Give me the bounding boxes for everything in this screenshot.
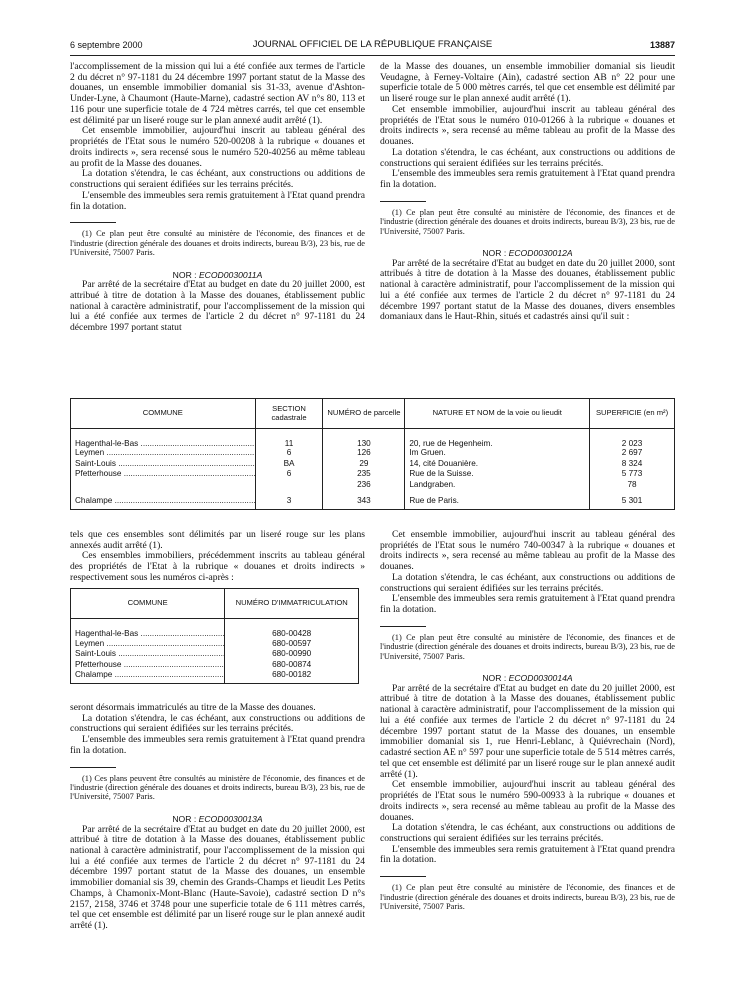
immatriculation-cell: 680-00597 xyxy=(225,638,359,649)
nature-cell: Landgraben. xyxy=(405,480,590,491)
commune-cell: Saint-Louis ..... xyxy=(75,459,255,468)
footnote-separator xyxy=(380,626,426,627)
nature-cell: 20, rue de Hegenheim. xyxy=(405,429,590,449)
footnote-separator xyxy=(70,767,116,768)
commune-cell: Hagenthal-le-Bas ..... xyxy=(75,439,255,448)
column-header: NUMÉRO D'IMMATRICULATION xyxy=(225,589,359,619)
section-cell xyxy=(255,480,323,491)
parcel-cell: 235 xyxy=(323,469,405,480)
column-header: SECTION cadastrale xyxy=(255,399,323,429)
paragraph: Cet ensemble immobilier, aujourd'hui inscrit au tableau général des propriétés de l'Etat sous le numéro 010-01266 à la rubrique « douanes et droits indirects », sera recensé au même tableau au profit de la Masse des douanes. xyxy=(380,103,675,148)
footnote: (1) Ce plan peut être consulté au ministère de l'économie, des finances et de l'industrie (direction générale des douanes et droits indirects, bureau B/3), 23 bis, rue de l'Université, 75007 Paris. xyxy=(380,883,675,912)
paragraph: Cet ensemble immobilier, aujourd'hui inscrit au tableau général des propriétés de l'Etat sous le numéro 590-00933 à la rubrique « douanes et droits indirects », sera recensé au même tableau au profit de la Masse des douanes. xyxy=(380,779,675,823)
paragraph: Cet ensemble immobilier, aujourd'hui inscrit au tableau général des propriétés de l'Etat sous le numéro 520-00208 à la rubrique « douanes et droits indirects », sera recensé sous le numéro 520-40256 au même tableau au profit de la Masse des douanes. xyxy=(70,125,365,169)
paragraph: tels que ces ensembles sont délimités par un liseré rouge sur les plans annexés audit arrêté (1). xyxy=(70,529,365,551)
footnote-separator xyxy=(380,201,426,202)
parcel-cell: 236 xyxy=(323,480,405,491)
immatriculation-cell: 680-00874 xyxy=(225,659,359,670)
table-row xyxy=(71,490,675,510)
commune-cell: Chalampe ..... xyxy=(75,496,255,505)
immatriculation-cell: 680-00428 xyxy=(225,619,359,639)
immatriculation-cell: 680-00990 xyxy=(225,649,359,660)
right-column-top xyxy=(380,62,675,323)
parcel-cell: 126 xyxy=(323,448,405,459)
table-row xyxy=(71,480,675,491)
nature-cell: Rue de la Suisse. xyxy=(405,469,590,480)
paragraph: Ces ensembles immobiliers, précédemment inscrits au tableau général des propriétés de l'Etat à la rubrique « douanes et droits indirects » respectivement sous les numéros ci-après : xyxy=(70,550,365,583)
section-cell: 6 xyxy=(255,469,323,480)
paragraph: Par arrêté de la secrétaire d'Etat au budget en date du 20 juillet 2000, est attribué à titre de dotation à la Masse des douanes, établissement public national à caractère administratif, pour l'accomplissement de la mission qui lui a été confiée aux termes de l'article 2 du décret n° 97-1181 du 24 décembre 1997 portant statut xyxy=(70,279,365,334)
paragraph: L'ensemble des immeubles sera remis gratuitement à l'Etat quand prendra fin la dotation. xyxy=(70,189,365,212)
paragraph: L'ensemble des immeubles sera remis gratuitement à l'Etat quand prendra fin la dotation. xyxy=(70,734,365,756)
nature-cell: Im Gruen. xyxy=(405,448,590,459)
section-cell: 3 xyxy=(255,490,323,510)
paragraph: L'ensemble des immeubles sera remis gratuitement à l'Etat quand prendra fin la dotation. xyxy=(380,843,675,866)
table-row xyxy=(71,619,359,639)
immatriculation-cell: 680-00182 xyxy=(225,670,359,684)
column-header: COMMUNE xyxy=(71,399,256,429)
parcel-cell: 130 xyxy=(323,429,405,449)
nature-cell: 14, cité Douanière. xyxy=(405,459,590,470)
table-row xyxy=(71,670,359,684)
section-cell: 6 xyxy=(255,448,323,459)
paragraph: L'ensemble des immeubles sera remis gratuitement à l'Etat quand prendra fin la dotation. xyxy=(380,593,675,616)
paragraph: La dotation s'étendra, le cas échéant, aux constructions ou additions de constructions qui seraient édifiées sur les terrains précités. xyxy=(70,168,365,191)
commune-cell: Pfetterhouse ..... xyxy=(75,469,255,478)
footnote-separator xyxy=(380,876,426,877)
table-row xyxy=(71,429,675,449)
parcel-cell: 29 xyxy=(323,459,405,470)
paragraph: La dotation s'étendra, le cas échéant, aux constructions ou additions de constructions qui seraient édifiées sur les terrains précités. xyxy=(380,571,675,594)
left-column-top xyxy=(70,62,365,334)
section-cell: 11 xyxy=(255,429,323,449)
commune-cell: Hagenthal-le-Bas ..... xyxy=(75,629,225,638)
commune-cell: Leymen ..... xyxy=(75,448,255,457)
section-cell: BA xyxy=(255,459,323,470)
parcel-cell: 343 xyxy=(323,490,405,510)
area-cell: 8 324 xyxy=(590,459,675,470)
nor-reference: NOR : ECOD0030013A xyxy=(172,813,263,824)
left-column-mid xyxy=(70,530,365,584)
paragraph: La dotation s'étendra, le cas échéant, aux constructions ou additions de constructions qui seraient édifiées sur les terrains précités. xyxy=(70,712,365,735)
table-header-row xyxy=(71,399,675,429)
journal-title: JOURNAL OFFICIEL DE LA RÉPUBLIQUE FRANÇAISE xyxy=(252,39,493,50)
nor-reference: NOR : ECOD0030012A xyxy=(482,248,573,259)
page-header xyxy=(70,40,675,54)
footnote: (1) Ce plan peut être consulté au ministère de l'économie, des finances et de l'industrie (direction générale des douanes et droits indirects, bureau B/3), 23 bis, rue de l'Université, 75007 Paris. xyxy=(380,207,675,236)
paragraph: L'ensemble des immeubles sera remis gratuitement à l'Etat quand prendra fin la dotation. xyxy=(380,168,675,191)
left-column-bottom xyxy=(70,703,365,932)
nor-reference: NOR : ECOD0030014A xyxy=(482,673,573,684)
commune-cell xyxy=(71,480,256,491)
header-rule xyxy=(70,55,675,56)
table-header-row xyxy=(71,589,359,619)
table-row xyxy=(71,649,359,660)
commune-cell: Chalampe ..... xyxy=(75,670,225,679)
header-date: 6 septembre 2000 xyxy=(70,40,143,50)
paragraph: La dotation s'étendra, le cas échéant, aux constructions ou additions de constructions qui seraient édifiées sur les terrains précités. xyxy=(380,822,675,844)
table-row xyxy=(71,448,675,459)
footnote-separator xyxy=(70,222,116,223)
area-cell: 2 023 xyxy=(590,429,675,449)
table-row xyxy=(71,638,359,649)
immatriculation-table xyxy=(70,588,359,684)
paragraph: de la Masse des douanes, un ensemble immobilier domanial sis lieudit Veudagne, à Ferney-Voltaire (Ain), cadastré section AB n° 22 pour une superficie totale de 5 000 mètres carrés, tel que cet ensemble est délimité par un liseré rouge sur le plan annexé audit arrêté (1). xyxy=(380,61,675,105)
commune-cell: Saint-Louis ..... xyxy=(75,649,225,658)
right-column-bottom xyxy=(380,530,675,911)
nature-cell: Rue de Paris. xyxy=(405,490,590,510)
paragraph: Par arrêté de la secrétaire d'Etat au budget en date du 20 juillet 2000, est attribué à titre de dotation à la Masse des douanes, établissement public national à caractère administratif, pour l'accomplissement de la mission qui lui a été confiée aux termes de l'article 2 du décret n° 97-1181 du 24 décembre 1997 portant statut de la Masse des douanes, un ensemble immobilier domanial sis 1, rue Henri-Leblanc, à Quiévrechain (Nord), cadastré section AE n° 597 pour une superficie totale de 5 514 mètres carrés, tel que cet ensemble est délimité par un liseré rouge sur le plan annexé audit arrêté (1). xyxy=(380,682,675,780)
area-cell: 5 773 xyxy=(590,469,675,480)
area-cell: 78 xyxy=(590,480,675,491)
footnote: (1) Ce plan peut être consulté au ministère de l'économie, des finances et de l'industrie (direction générale des douanes et droits indirects, bureau B/3), 23 bis, rue de l'Université, 75007 Paris. xyxy=(70,229,365,258)
paragraph: Par arrêté de la secrétaire d'Etat au budget en date du 20 juillet 2000, est attribué à titre de dotation à la Masse des douanes, établissement public national à caractère administratif, pour l'accomplissement de la mission qui lui a été confiée aux termes de l'article 2 du décret n° 97-1181 du 24 décembre 1997 portant statut de la Masse des douanes, un ensemble immobilier domanial sis 39, chemin des Grands-Champs et lieudit Les Petits Champs, à Chamonix-Mont-Blanc (Haute-Savoie), cadastré section D n°s 2157, 2158, 3746 et 3748 pour une superficie totale de 6 111 mètres carrés, tel que cet ensemble est délimité par un liseré rouge sur le plan annexé audit arrêté (1). xyxy=(70,823,365,932)
parcels-table xyxy=(70,398,675,510)
paragraph: l'accomplissement de la mission qui lui a été confiée aux termes de l'article 2 du décret n° 97-1181 du 24 décembre 1997 portant statut de la Masse des douanes, un ensemble immobilier domanial sis 31-33, avenue d'Ashton-Under-Lyne, à Chaumont (Haute-Marne), cadastré section AV n°s 80, 113 et 116 pour une superficie totale de 4 724 mètres carrés, tel que cet ensemble est délimité par un liseré rouge sur le plan annexé audit arrêté (1). xyxy=(70,61,365,126)
paragraph: Cet ensemble immobilier, aujourd'hui inscrit au tableau général des propriétés de l'Etat sous le numéro 740-00347 à la rubrique « douanes et droits indirects », sera recensé au même tableau au profit de la Masse des douanes. xyxy=(380,529,675,573)
table-row xyxy=(71,469,675,480)
footnote: (1) Ce plan peut être consulté au ministère de l'économie, des finances et de l'industrie (direction générale des douanes et droits indirects, bureau B/3), 23 bis, rue de l'Université, 75007 Paris. xyxy=(380,632,675,661)
area-cell: 5 301 xyxy=(590,490,675,510)
column-header: NATURE ET NOM de la voie ou lieudit xyxy=(405,399,590,429)
nor-reference: NOR : ECOD0030011A xyxy=(172,269,263,280)
table-row xyxy=(71,659,359,670)
footnote: (1) Ces plans peuvent être consultés au ministère de l'économie, des finances et de l'industrie (direction générale des douanes et droits indirects, bureau B/3), 23 bis, rue de l'Université, 75007 Paris. xyxy=(70,773,365,802)
paragraph: Par arrêté de la secrétaire d'Etat au budget en date du 20 juillet 2000, sont attribués à titre de dotation à la Masse des douanes, établissement public national à caractère administratif, pour l'accomplissement de la mission qui lui a été confiée aux termes de l'article 2 du décret n° 97-1181 du 24 décembre 1997 portant statut de la Masse des douanes, divers ensembles domaniaux dans le Haut-Rhin, situés et cadastrés ainsi qu'il suit : xyxy=(380,257,675,323)
column-header: SUPERFICIE (en m²) xyxy=(590,399,675,429)
commune-cell: Pfetterhouse ..... xyxy=(75,660,225,669)
page-number: 13887 xyxy=(649,40,675,50)
commune-cell: Leymen ..... xyxy=(75,639,225,648)
table-row xyxy=(71,459,675,470)
area-cell: 2 697 xyxy=(590,448,675,459)
paragraph: La dotation s'étendra, le cas échéant, aux constructions ou additions de constructions qui seraient édifiées sur les terrains précités. xyxy=(380,146,675,169)
column-header: NUMÉRO de parcelle xyxy=(323,399,405,429)
paragraph: seront désormais immatriculés au titre de la Masse des douanes. xyxy=(70,702,316,713)
column-header: COMMUNE xyxy=(71,589,225,619)
